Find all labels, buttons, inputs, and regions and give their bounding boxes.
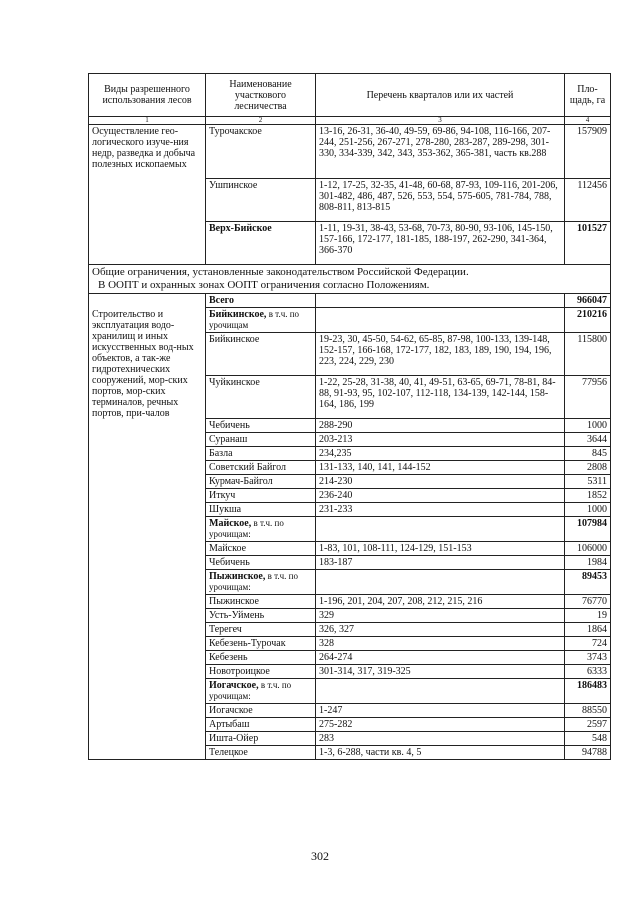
forestry-name: Ушпинское [206,179,316,222]
column-number: 4 [565,117,611,125]
area-value: 3743 [565,651,611,665]
forestry-name: Турочакское [206,125,316,179]
area-value: 94788 [565,746,611,760]
forestry-name: Артыбаш [206,718,316,732]
quarters-list: 234,235 [316,447,565,461]
forestry-name: Бийкинское [206,333,316,376]
restrictions-note [89,265,611,294]
header-area: Пло-щадь, га [565,74,611,117]
column-number: 3 [316,117,565,125]
forestry-name: Иогачское, [209,680,259,691]
area-value: 1000 [565,503,611,517]
forestry-name: Советский Байгол [206,461,316,475]
forestry-name: Пыжинское [206,595,316,609]
area-value: 107984 [565,517,611,542]
quarters-list [316,517,565,542]
quarters-list: 1-11, 19-31, 38-43, 53-68, 70-73, 80-90, 93-106, 145-150, 157-166, 172-177, 181-185, 188-197, 262-290, 341-364, 366-370 [316,222,565,265]
table-row [89,308,611,333]
forestry-name: Ишта-Ойер [206,732,316,746]
total-label: Всего [206,294,316,308]
area-value: 3644 [565,433,611,447]
quarters-list [316,308,565,333]
forestry-group-name [206,517,316,542]
column-number: 2 [206,117,316,125]
forestry-name: Новотроицкое [206,665,316,679]
restrictions-line-2: В ООПТ и охранных зонах ООПТ ограничения согласно Положениям. [98,279,430,291]
area-value: 845 [565,447,611,461]
forestry-name-note: в т.ч. по урочищам [209,309,300,330]
forestry-group-name [206,570,316,595]
forestry-name: Майское [206,542,316,556]
quarters-list: 328 [316,637,565,651]
header-use-type: Виды разрешенного использования лесов [89,74,206,117]
forestry-name: Базла [206,447,316,461]
forestry-name: Кебезень [206,651,316,665]
area-value: 6333 [565,665,611,679]
forestry-name: Иогачское [206,704,316,718]
forestry-name-note: в т.ч. по урочищам: [209,518,284,539]
quarters-list: 1-22, 25-28, 31-38, 40, 41, 49-51, 63-65, 69-71, 78-81, 84-88, 91-93, 95, 102-107, 112-118, 134-139, 142-144, 158-164, 186, 199 [316,376,565,419]
area-value: 115800 [565,333,611,376]
area-value: 157909 [565,125,611,179]
total-area: 966047 [565,294,611,308]
forestry-name: Пыжинское, [209,571,266,582]
forestry-group-name [206,308,316,333]
quarters-list: 13-16, 26-31, 36-40, 49-59, 69-86, 94-108, 116-166, 207-244, 251-256, 267-271, 278-280, 283-287, 289-298, 301-330, 334-339, 342, 343, 353-362, 365-381, часть кв.288 [316,125,565,179]
forest-use-table [88,73,611,760]
forestry-name: Иткуч [206,489,316,503]
forestry-name: Бийкинское, [209,309,267,320]
quarters-list: 236-240 [316,489,565,503]
quarters-list: 203-213 [316,433,565,447]
total-row [89,294,611,308]
column-number: 1 [89,117,206,125]
quarters-list: 264-274 [316,651,565,665]
area-value: 88550 [565,704,611,718]
forestry-name: Кебезень-Турочак [206,637,316,651]
area-value: 2808 [565,461,611,475]
use-type-cell-top [89,294,206,308]
forestry-name-note: в т.ч. по урочищам: [209,680,292,701]
use-type-geology: Осуществление гео-логического изуче-ния недр, разведка и добыча полезных ископаемых [89,125,206,265]
area-value: 77956 [565,376,611,419]
quarters-list: 283 [316,732,565,746]
quarters-list: 1-3, 6-288, части кв. 4, 5 [316,746,565,760]
area-value: 112456 [565,179,611,222]
header-quarters-list: Перечень кварталов или их частей [316,74,565,117]
table-row [89,125,611,179]
forestry-name-note: в т.ч. по урочищам: [209,571,298,592]
quarters-list: 214-230 [316,475,565,489]
forestry-name: Усть-Уймень [206,609,316,623]
area-value: 2597 [565,718,611,732]
quarters-list: 275-282 [316,718,565,732]
restrictions-line-1: Общие ограничения, установленные законодательством Российской Федерации. [92,266,469,278]
quarters-list: 326, 327 [316,623,565,637]
quarters-list: 301-314, 317, 319-325 [316,665,565,679]
area-value: 1864 [565,623,611,637]
forestry-name: Чебичень [206,556,316,570]
area-value: 724 [565,637,611,651]
area-value: 210216 [565,308,611,333]
quarters-list: 1-83, 101, 108-111, 124-129, 151-153 [316,542,565,556]
quarters-list: 1-247 [316,704,565,718]
forestry-name: Верх-Бийское [206,222,316,265]
quarters-list: 19-23, 30, 45-50, 54-62, 65-85, 87-98, 100-133, 139-148, 152-157, 166-168, 172-177, 182, 183, 189, 190, 194, 196, 223, 224, 229, 230 [316,333,565,376]
forestry-name: Телецкое [206,746,316,760]
quarters-list [316,679,565,704]
quarters-list: 231-233 [316,503,565,517]
forestry-name: Терегеч [206,623,316,637]
forestry-group-name [206,679,316,704]
quarters-list: 1-12, 17-25, 32-35, 41-48, 60-68, 87-93, 109-116, 201-206, 301-482, 486, 487, 526, 553, 554, 575-605, 781-784, 788, 808-811, 813-815 [316,179,565,222]
area-value: 106000 [565,542,611,556]
area-value: 1852 [565,489,611,503]
area-value: 19 [565,609,611,623]
area-value: 76770 [565,595,611,609]
area-value: 1000 [565,419,611,433]
table-header-row [89,74,611,117]
area-value: 548 [565,732,611,746]
quarters-list: 329 [316,609,565,623]
forestry-name: Курмач-Байгол [206,475,316,489]
area-value: 5311 [565,475,611,489]
page-number: 302 [311,849,329,863]
area-value: 89453 [565,570,611,595]
quarters-list: 183-187 [316,556,565,570]
forestry-name: Суранаш [206,433,316,447]
quarters-list [316,570,565,595]
restrictions-row [89,265,611,294]
quarters-list: 1-196, 201, 204, 207, 208, 212, 215, 216 [316,595,565,609]
forestry-name: Чебичень [206,419,316,433]
quarters-list [316,294,565,308]
forestry-name: Чуйкинское [206,376,316,419]
area-value: 186483 [565,679,611,704]
forestry-name: Шукша [206,503,316,517]
column-number-row [89,117,611,125]
forestry-name: Майское, [209,518,252,529]
area-value: 101527 [565,222,611,265]
area-value: 1984 [565,556,611,570]
quarters-list: 131-133, 140, 141, 144-152 [316,461,565,475]
quarters-list: 288-290 [316,419,565,433]
use-type-construction: Строительство и эксплуатация водо-хранилищ и иных искусственных вод-ных объектов, а так-же гидротехнических сооружений, мор-ских портов, мор-ских терминалов, речных портов, при-чалов [89,308,206,760]
header-forestry-name: Наименование участкового лесничества [206,74,316,117]
